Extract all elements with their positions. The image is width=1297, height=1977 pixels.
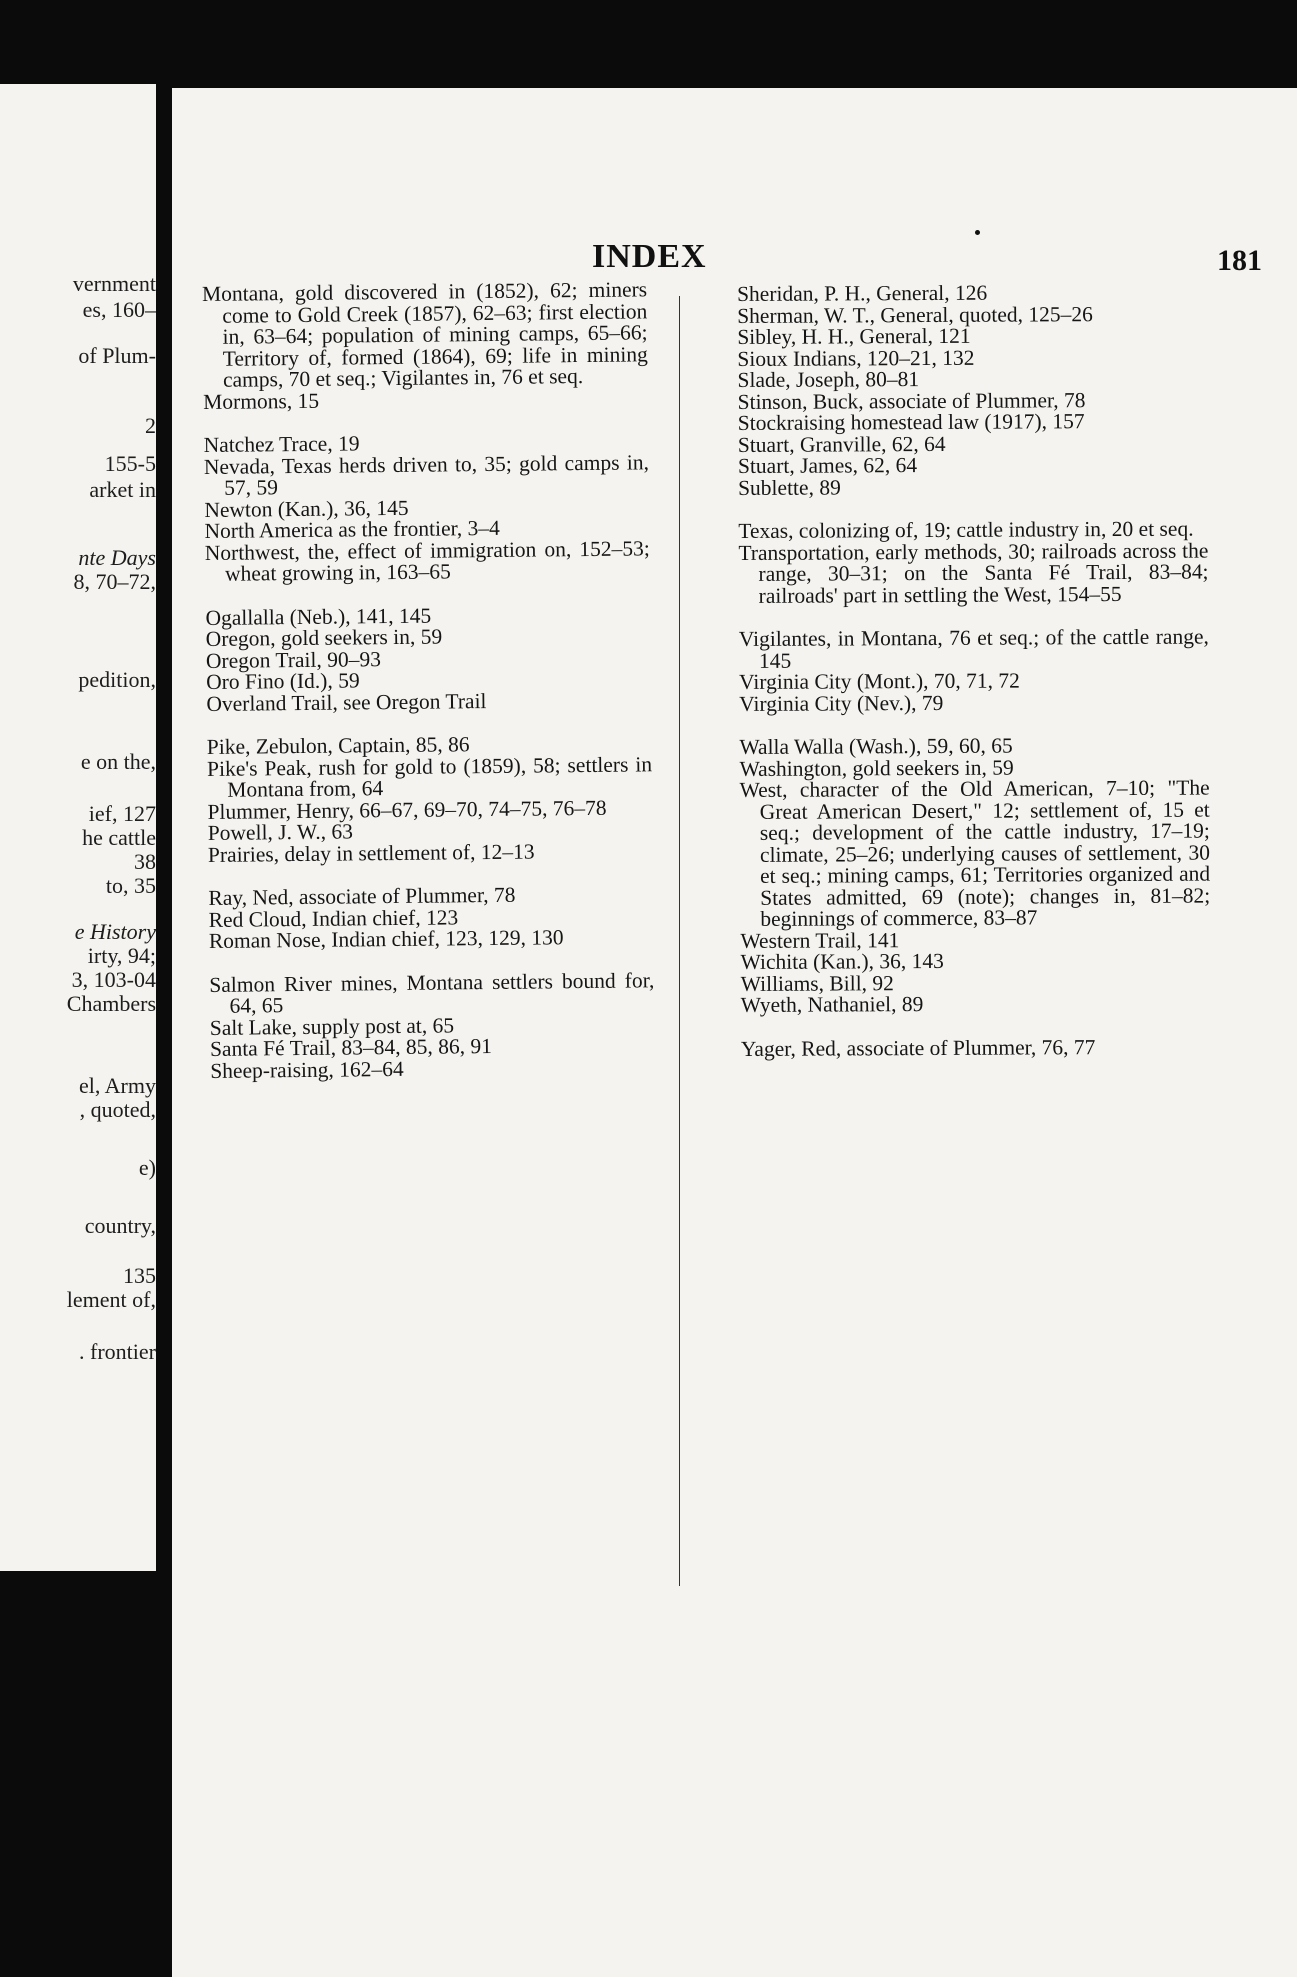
index-entry: Sherman, W. T., General, quoted, 125–26 <box>737 301 1093 328</box>
page-title: INDEX <box>592 238 707 275</box>
left-fragment: . frontier <box>79 1339 156 1364</box>
ink-speck <box>975 230 980 235</box>
left-fragment: ief, 127 <box>88 801 156 826</box>
index-entry: Virginia City (Mont.), 70, 71, 72 <box>739 668 1020 694</box>
index-entry: Prairies, delay in settlement of, 12–13 <box>207 839 535 867</box>
left-fragment: pedition, <box>78 667 156 692</box>
left-fragment: es, 160– <box>82 297 156 322</box>
index-entry: Plummer, Henry, 66–67, 69–70, 74–75, 76–78 <box>207 795 607 824</box>
index-entry: Sioux Indians, 120–21, 132 <box>737 345 975 371</box>
index-entry: Salmon River mines, Montana settlers bound for, 64, 65 <box>209 967 655 1018</box>
index-entry: West, character of the Old American, 7–10; "The Great American Desert," 12; settlement of, 15 et seq.; development of the cattle industry, 17–19; climate, 25–26; underlying causes of settlement, 30 et seq.; mining camps, 61; Territories organized and States admitted, 69 (note); changes in, 81–82; beginnings of commerce, 83–87 <box>739 775 1211 931</box>
index-entry: Williams, Bill, 92 <box>740 970 894 996</box>
index-entry: Stuart, James, 62, 64 <box>737 453 918 478</box>
left-fragment: e) <box>138 1155 156 1180</box>
index-entry: Washington, gold seekers in, 59 <box>739 755 1014 781</box>
index-entry: Newton (Kan.), 36, 145 <box>204 495 409 522</box>
index-entry: Sublette, 89 <box>738 474 841 500</box>
index-entry: Oregon, gold seekers in, 59 <box>205 624 443 651</box>
left-page-edge <box>0 84 156 1571</box>
left-fragment: , quoted, <box>79 1097 156 1122</box>
index-entry: Virginia City (Nev.), 79 <box>739 690 944 716</box>
index-entry: Slade, Joseph, 80–81 <box>737 367 920 392</box>
index-entry: Overland Trail, see Oregon Trail <box>206 688 487 716</box>
index-entry: Powell, J. W., 63 <box>207 819 354 845</box>
index-entry: Mormons, 15 <box>203 388 320 414</box>
index-entry: Sibley, H. H., General, 121 <box>737 323 971 349</box>
left-fragment: 135 <box>123 1263 156 1288</box>
index-entry: Stockraising homestead law (1917), 157 <box>737 409 1085 435</box>
index-letter-group <box>738 516 1209 608</box>
index-entry: Ogallalla (Neb.), 141, 145 <box>205 603 432 630</box>
index-entry: Nevada, Texas herds driven to, 35; gold camps in, 57, 59 <box>203 449 650 500</box>
index-letter-group <box>202 279 648 413</box>
page-header <box>592 238 1262 278</box>
index-column-left <box>202 279 656 1104</box>
column-divider <box>679 296 680 1586</box>
left-fragment: arket in <box>89 477 156 502</box>
left-fragment: to, 35 <box>105 873 156 898</box>
index-entry: Yager, Red, associate of Plummer, 76, 77 <box>740 1034 1096 1061</box>
left-fragment: 38 <box>134 849 156 874</box>
index-letter-group <box>741 1036 1211 1060</box>
index-entry: Ray, Ned, associate of Plummer, 78 <box>208 882 516 910</box>
index-entry: Northwest, the, effect of immigration on, 152–53; wheat growing in, 163–65 <box>204 535 650 586</box>
index-column-right <box>737 282 1211 1082</box>
index-letter-group <box>737 282 1208 499</box>
index-entry: Wyeth, Nathaniel, 89 <box>740 992 924 1017</box>
index-entry: Sheridan, P. H., General, 126 <box>736 280 988 306</box>
index-letter-group <box>739 735 1210 1017</box>
index-entry: Oro Fino (Id.), 59 <box>206 668 360 694</box>
index-entry: Stuart, Granville, 62, 64 <box>737 431 946 457</box>
index-letter-group <box>738 624 1209 716</box>
left-fragment: 8, 70–72, <box>73 569 156 594</box>
index-entry: Wichita (Kan.), 36, 143 <box>740 948 944 974</box>
index-entry: Texas, colonizing of, 19; cattle industry in, 20 et seq. <box>738 516 1194 543</box>
left-fragment: Chambers <box>66 991 156 1016</box>
index-entry: Pike's Peak, rush for gold to (1859), 58; settlers in Montana from, 64 <box>206 751 653 802</box>
left-fragment: of Plum- <box>78 343 156 368</box>
left-fragment: e History <box>74 919 156 944</box>
left-fragment: nte Days <box>78 545 156 570</box>
page-number: 181 <box>1217 244 1262 277</box>
index-page <box>172 88 1297 1977</box>
index-entry: Salt Lake, supply post at, 65 <box>209 1012 455 1040</box>
left-fragment: country, <box>84 1213 156 1238</box>
index-entry: Montana, gold discovered in (1852), 62; miners come to Gold Creek (1857), 62–63; first election in, 63–64; population of mining camps, 65–66; Territory of, formed (1864), 69; life in mining camps, 70 et seq.; Vigilantes in, 76 et seq. <box>201 277 648 392</box>
index-entry: Vigilantes, in Montana, 76 et seq.; of the cattle range, 145 <box>738 624 1209 673</box>
index-entry: Natchez Trace, 19 <box>203 431 360 457</box>
index-letter-group <box>208 883 654 952</box>
index-entry: Red Cloud, Indian chief, 123 <box>208 904 459 932</box>
left-fragment: lement of, <box>66 1287 156 1312</box>
index-entry: Stinson, Buck, associate of Plummer, 78 <box>737 387 1086 414</box>
index-entry: Santa Fé Trail, 83–84, 85, 86, 91 <box>209 1034 493 1061</box>
index-letter-group <box>207 732 653 866</box>
index-entry: Transportation, early methods, 30; railroads across the range, 30–31; on the Santa Fé Trail, 83–84; railroads' part in settling the West, 154–55 <box>738 538 1209 608</box>
left-fragment: 2 <box>145 413 156 438</box>
index-entry: Roman Nose, Indian chief, 123, 129, 130 <box>208 925 564 953</box>
left-fragment: e on the, <box>80 749 156 774</box>
left-fragment: 3, 103-04 <box>71 967 156 992</box>
index-letter-group <box>205 603 651 715</box>
index-entry: Pike, Zebulon, Captain, 85, 86 <box>206 732 470 759</box>
index-entry: Walla Walla (Wash.), 59, 60, 65 <box>739 733 1013 759</box>
left-fragment: vernment <box>72 271 156 296</box>
index-entry: Western Trail, 141 <box>740 927 900 953</box>
left-fragment: he cattle <box>82 825 156 850</box>
left-fragment: el, Army <box>79 1073 156 1098</box>
index-entry: North America as the frontier, 3–4 <box>204 515 500 543</box>
left-fragment: 155-5 <box>104 451 156 476</box>
index-letter-group <box>204 430 651 585</box>
index-entry: Oregon Trail, 90–93 <box>205 646 382 673</box>
left-fragment: irty, 94; <box>87 943 156 968</box>
index-letter-group <box>209 967 655 1083</box>
index-entry: Sheep-raising, 162–64 <box>210 1056 404 1083</box>
